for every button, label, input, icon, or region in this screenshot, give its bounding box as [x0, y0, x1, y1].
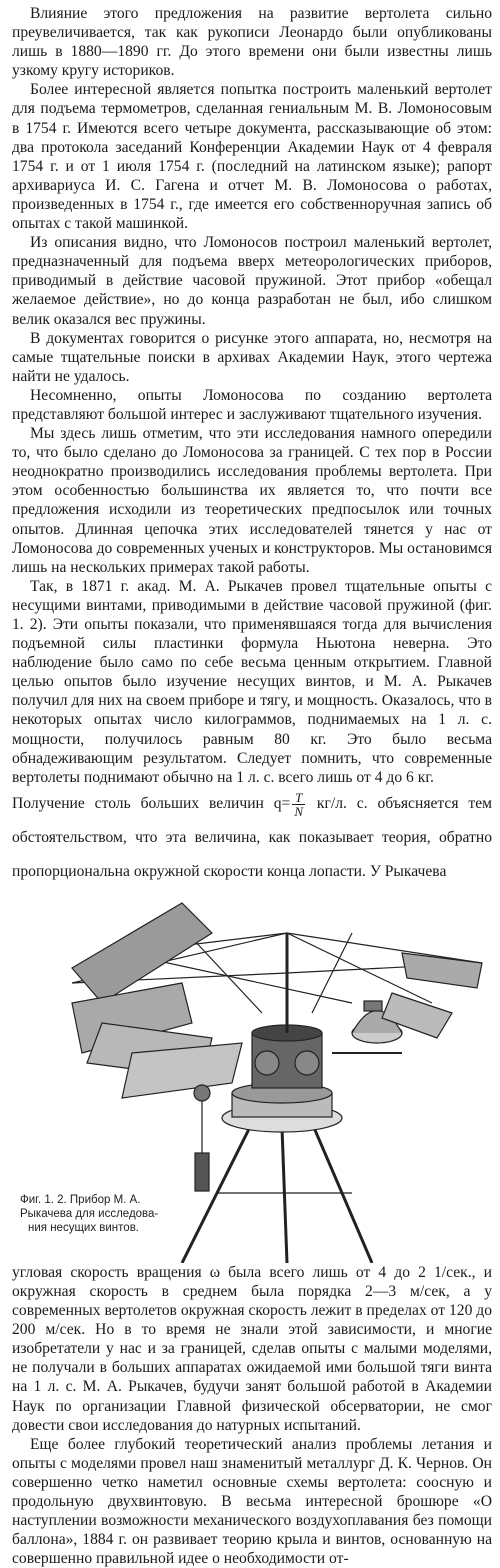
formula-text-after: кг/л. с. объясняется тем обстоятельством, что эта величина, как показывает теория, обратно пропорциональна окружной скорости конца лопасти. У Рыкачева [12, 794, 492, 880]
paragraph-1: Влияние этого предложения на развитие вертолета сильно преувеличивается, так как рукописи Леонардо были опубликованы лишь в 1880—1890 гг. До этого времени они были известны лишь узкому кругу историков. [12, 5, 492, 80]
formula-paragraph [12, 787, 492, 889]
caption-line-3: ния несущих винтов. [28, 1221, 139, 1234]
formula-text-before: Получение столь больших величин q= [12, 794, 291, 812]
figure-rykachev-device [12, 893, 492, 1263]
fraction-denominator: N [294, 803, 304, 819]
paragraph-7: Так, в 1871 г. акад. М. А. Рыкачев провел тщательные опыты с несущими винтами, приводимыми в действие часовой пружиной (фиг. 1. 2). Эти опыты показали, что применявшаяся тогда для вычисления подъемной силы пластинки формула Ньютона неверна. Это наблюдение было само по себе весьма ценным открытием. Главной целью опытов было изучение несущих винтов, и М. А. Рыкачев получил для них на своем приборе и тягу, и мощность. Оказалось, что в некоторых опытах число килограммов, поднимаемых на 1 л. с. мощности, получилось равным 80 кг. Это было весьма обнадеживающим результатом. Следует помнить, что современные вертолеты поднимают обычно на 1 л. с. всего лишь от 4 до 6 кг. [12, 577, 492, 786]
fraction-numerator: T [292, 791, 305, 805]
figure-caption [20, 1193, 185, 1235]
formula-fraction [292, 791, 305, 818]
paragraph-2: Более интересной является попытка построить маленький вертолет для подъема термометров, сделанная гениальным М. В. Ломоносовым в 1754 г. Имеются всего четыре документа, рассказывающие об этом: два протокола заседаний Конференции Академии Наук от 4 февраля 1754 г. и от 1 июля 1754 г. (последний на латинском языке); рапорт архивариуса И. С. Гагена и отчет М. В. Ломоносова о работах, произведенных в 1754 г., где имеется его собственноручная запись об опытах с такой машинкой. [12, 81, 492, 233]
paragraph-8: угловая скорость вращения ω была всего лишь от 4 до 2 1/сек., и окружная скорость в среднем была порядка 2—3 м/сек, а у современных вертолетов окружная скорость лежит в пределах от 120 до 200 м/сек. Но в то время не знали этой зависимости, и многие изобретатели у нас и за границей, сделав опыты с малыми моделями, не получали в больших аппаратах ожидаемой ими большой тяги винта на 1 л. с. М. А. Рыкачев, будучи занят большой работой в Академии Наук по организации Главной физической обсерватории, не смог довести свои исследования до натурных испытаний. [12, 1263, 492, 1434]
paragraph-6: Мы здесь лишь отметим, что эти исследования намного опередили то, что было сделано до Ломоносова за границей. С тех пор в России неоднократно производились исследования проблемы вертолета. При этом особенностью большинства их является то, что почти все предложения исходили из теоретических предпосылок или точных опытов. Длинная цепочка этих исследователей тянется у нас от Ломоносова до современных ученых и конструкторов. Мы остановимся лишь на нескольких примерах такой работы. [12, 425, 492, 576]
paragraph-3: Из описания видно, что Ломоносов построил маленький вертолет, предназначенный для подъема вверх метеорологических приборов, приводимый в действие часовой пружиной. Этот прибор «обещал желаемое действие», но до конца разработан не был, ибо слишком велик оказался вес пружины. [12, 234, 492, 328]
paragraph-4: В документах говорится о рисунке этого аппарата, но, несмотря на самые тщательные поиски в архивах Академии Наук, этого чертежа найти не удалось. [12, 329, 492, 385]
paragraph-5: Несомненно, опыты Ломоносова по созданию вертолета представляют большой интерес и заслуживают тщательного изучения. [12, 386, 492, 423]
caption-line-1: Фиг. 1. 2. Прибор М. А. [20, 1193, 141, 1206]
caption-line-2: Рыкачева для исследова- [20, 1207, 159, 1220]
paragraph-9: Еще более глубокий теоретический анализ проблемы летания и опыты с моделями провел наш знаменитый металлург Д. К. Чернов. Он совершенно четко наметил основные схемы вертолета: соосную и продольную двухвинтовую. В весьма интересной брошюре «О наступлении возможности механического воздухоплавания без помощи баллона», 1884 г. он развивает теорию крыла и винтов, основанную на совершенно правильной идее о необходимости от- [12, 1435, 492, 1568]
